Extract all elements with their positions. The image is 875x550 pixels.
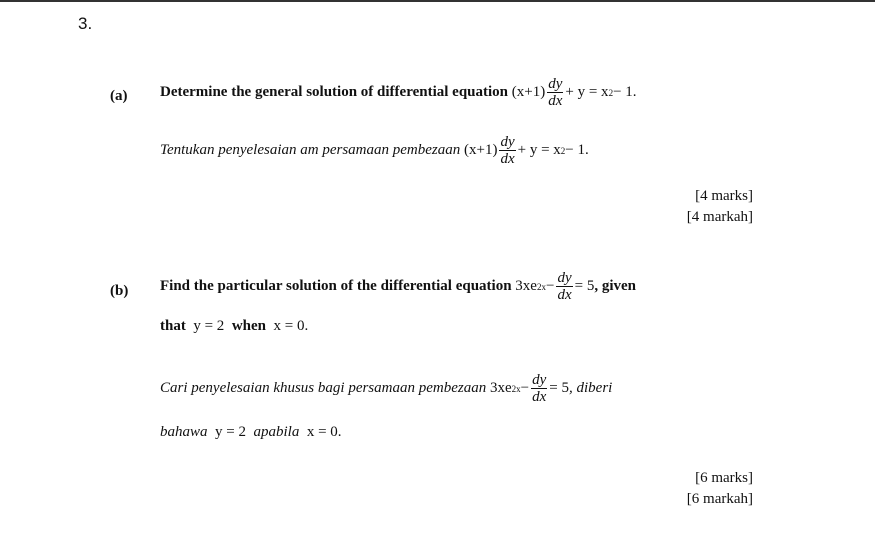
eq-exp: 2x (536, 281, 546, 292)
part-b-english-line2 (160, 318, 308, 335)
eq-prefix: 3xe (515, 278, 537, 294)
equation-a (512, 76, 637, 109)
part-b-label: (b) (110, 283, 129, 299)
eq-tail: − 1. (613, 84, 637, 100)
eq-minus: − (545, 278, 555, 294)
frac-den: dx (557, 287, 572, 303)
fraction-dy-dx (499, 134, 515, 167)
eq-rhs: = 5 (549, 380, 569, 396)
top-border (0, 0, 875, 2)
part-a-english (160, 76, 637, 109)
frac-den: dx (532, 389, 547, 405)
part-b-marks-ms: [6 markah] (686, 491, 753, 507)
given-text: , given (594, 278, 636, 294)
condition-x: x = 0. (273, 318, 309, 334)
part-a-marks-ms: [4 markah] (686, 209, 753, 225)
eq-exp: 2 (608, 87, 614, 98)
eq-prefix: (x+1) (463, 142, 498, 158)
part-b-malay-text: Cari penyelesaian khusus bagi persamaan pembezaan (160, 380, 487, 396)
eq-prefix: (x+1) (511, 84, 546, 100)
equation-b-malay (490, 372, 569, 405)
part-a-malay (160, 134, 589, 167)
eq-rhs: + y = x (565, 84, 609, 100)
condition-y: y = 2 (215, 424, 246, 440)
condition-y: y = 2 (193, 318, 225, 334)
frac-den: dx (500, 151, 515, 167)
equation-b (515, 270, 594, 303)
frac-num: dy (548, 76, 563, 92)
eq-tail: − 1. (565, 142, 589, 158)
diberi-text: , diberi (569, 380, 613, 396)
condition-x: x = 0. (306, 424, 342, 440)
frac-den: dx (548, 93, 563, 109)
eq-rhs: = 5 (574, 278, 595, 294)
part-a-label: (a) (110, 88, 128, 104)
part-b-malay-line2 (160, 424, 342, 441)
fraction-dy-dx (531, 372, 547, 405)
when-text: when (231, 318, 266, 334)
question-number: 3. (78, 14, 93, 33)
bahawa-text: bahawa (160, 424, 208, 440)
fraction-dy-dx (556, 270, 572, 303)
part-b-marks-en: [6 marks] (695, 470, 753, 486)
frac-num: dy (532, 372, 547, 388)
part-b-english (160, 270, 636, 303)
eq-minus: − (520, 380, 530, 396)
frac-num: dy (500, 134, 515, 150)
frac-num: dy (557, 270, 572, 286)
eq-exp: 2x (511, 383, 521, 394)
eq-prefix: 3xe (489, 380, 512, 396)
part-a-marks-en: [4 marks] (695, 188, 753, 204)
part-b-english-text: Find the particular solution of the differential equation (160, 278, 512, 294)
eq-exp: 2 (560, 145, 566, 156)
eq-rhs: + y = x (517, 142, 561, 158)
part-a-english-text: Determine the general solution of differential equation (160, 84, 509, 100)
fraction-dy-dx (547, 76, 563, 109)
that-text: that (160, 318, 186, 334)
part-a-malay-text: Tentukan penyelesaian am persamaan pembezaan (160, 142, 461, 158)
equation-a-malay (464, 134, 589, 167)
part-b-malay (160, 372, 612, 405)
apabila-text: apabila (253, 424, 300, 440)
